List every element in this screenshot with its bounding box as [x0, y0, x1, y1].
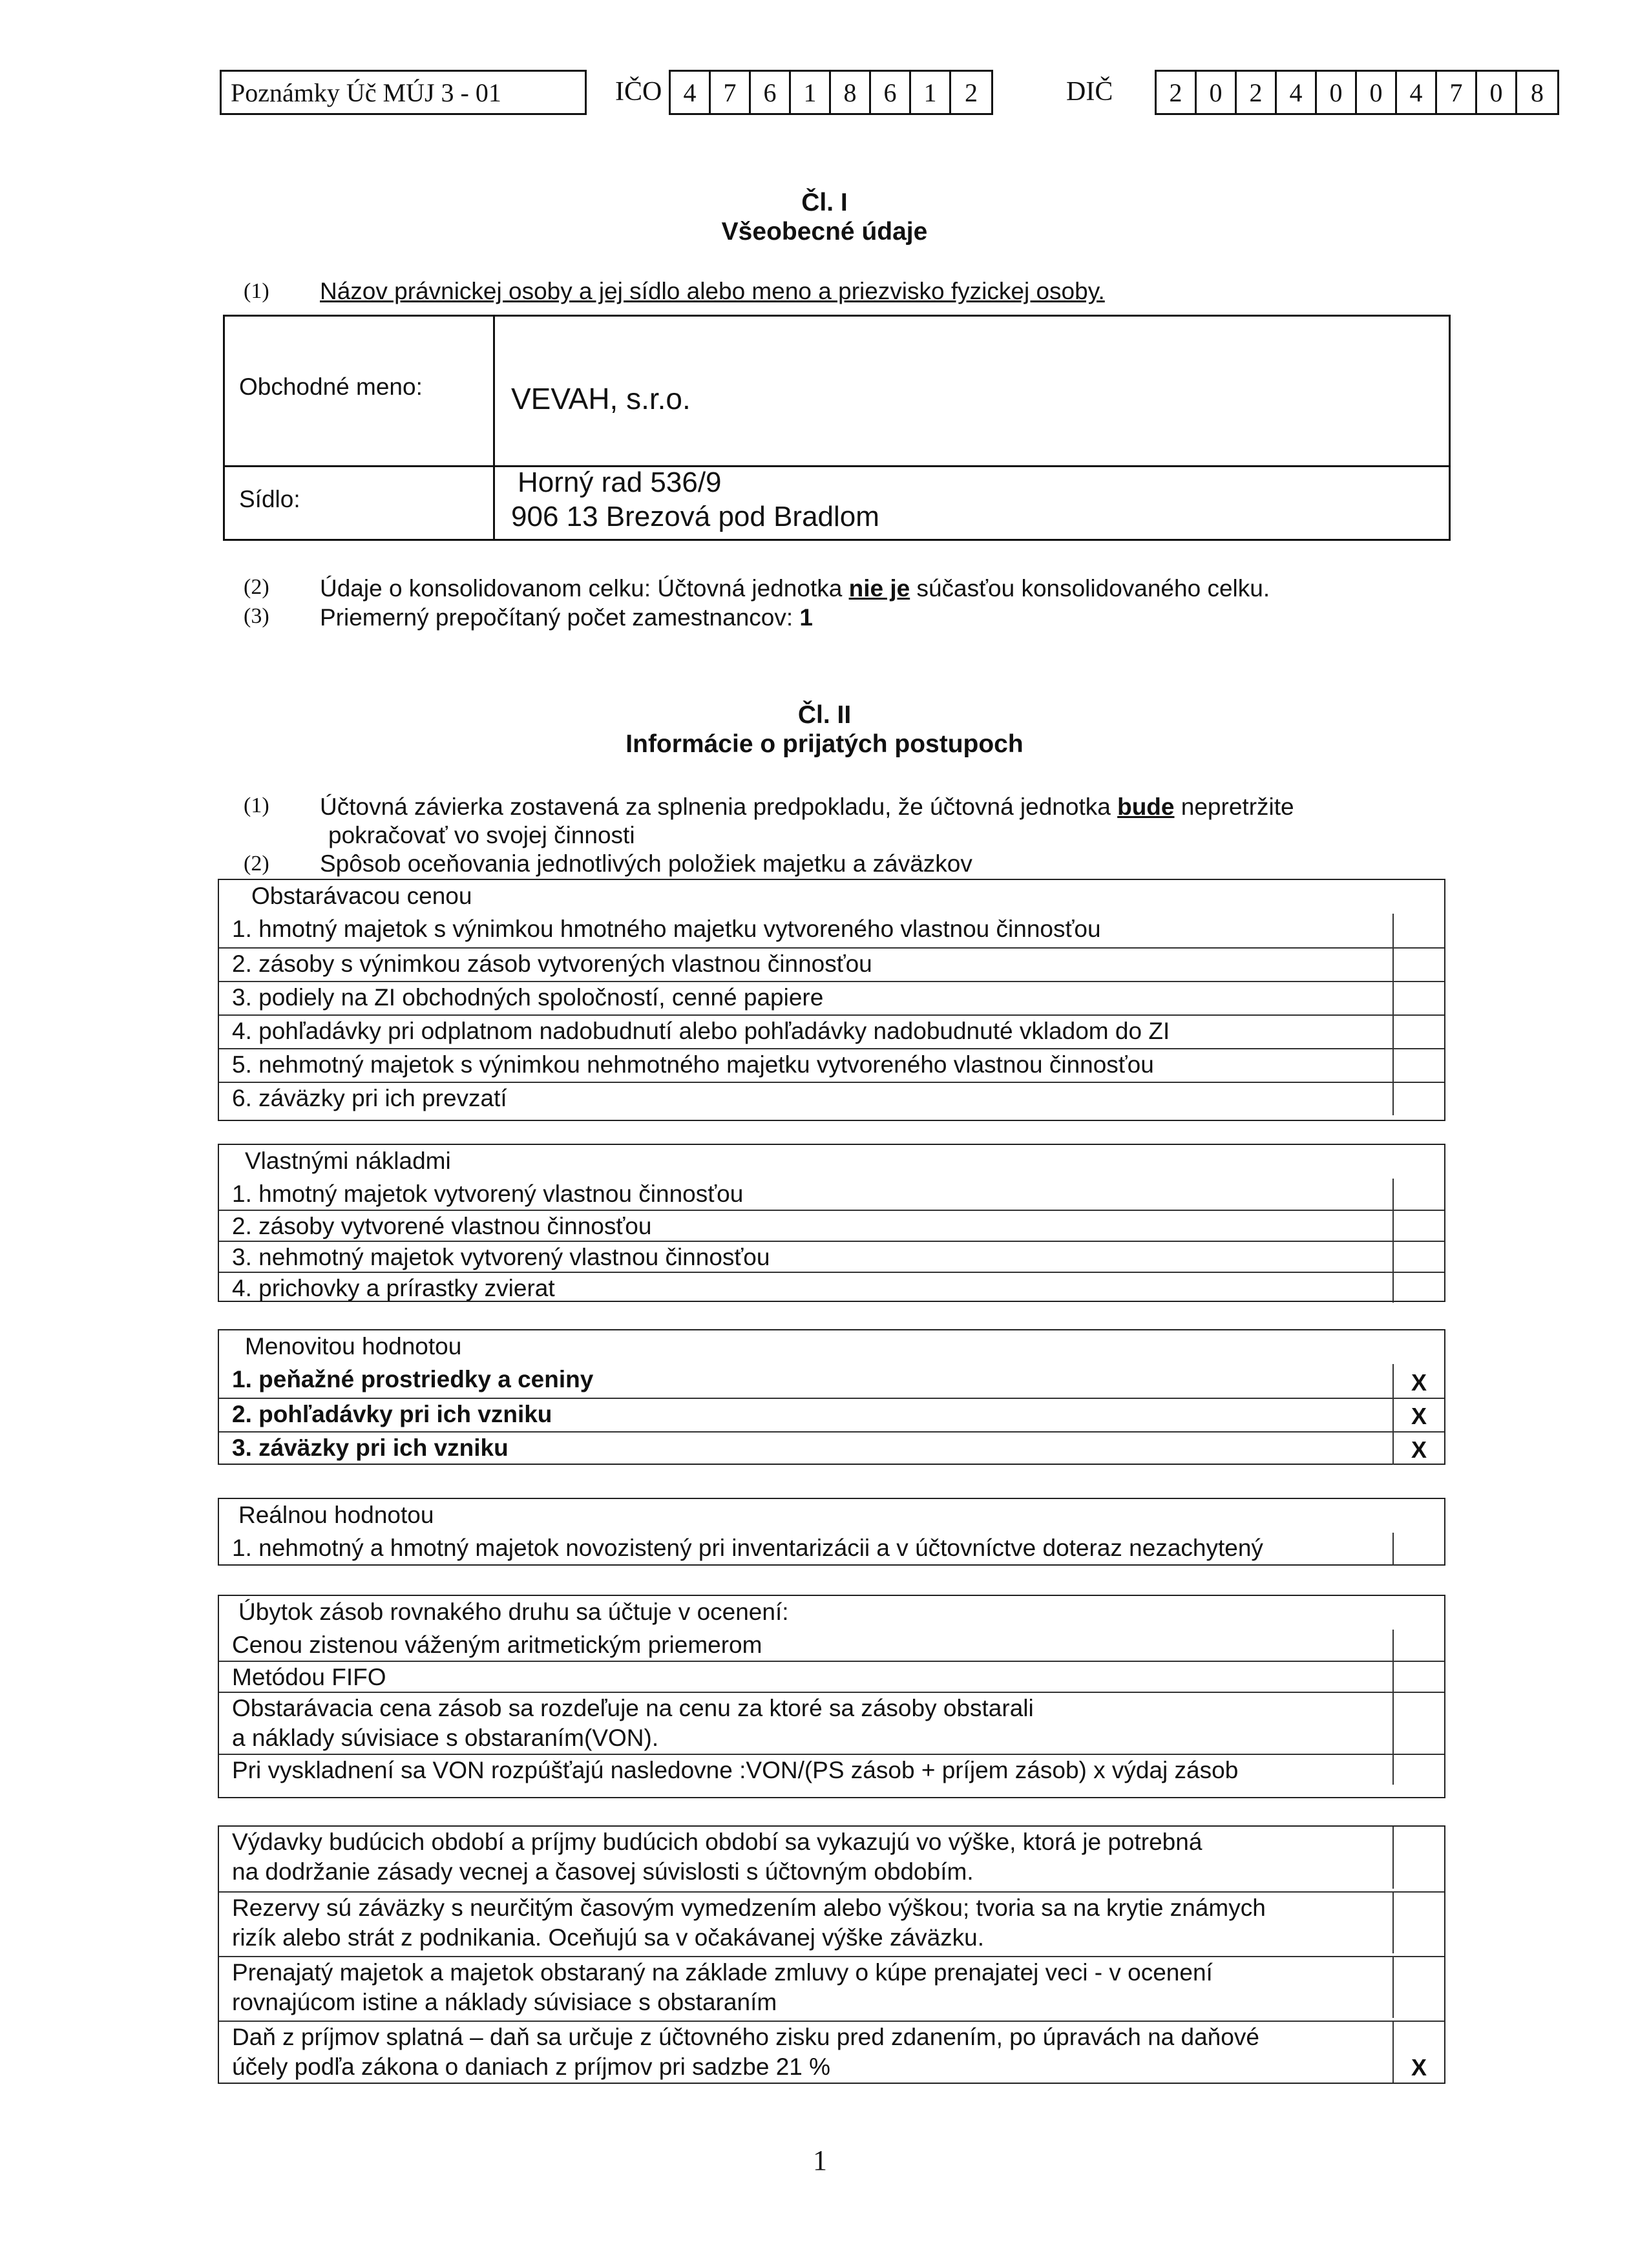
table-row	[219, 1431, 1444, 1465]
table-row	[219, 1082, 1444, 1115]
row-text-line2: a náklady súvisiace s obstaraním(VON).	[232, 1725, 659, 1751]
dic-digit: 2	[1237, 72, 1277, 113]
ubytok-heading: Úbytok zásob rovnakého druhu sa účtuje v ocenení:	[238, 1599, 789, 1625]
s1-item3-label: Priemerný prepočítaný počet zamestnancov:	[320, 604, 800, 631]
row-text-line2: rizík alebo strát z podnikania. Oceňujú sa v očakávanej výške záväzku.	[232, 1924, 985, 1951]
form-label: Poznámky Úč MÚJ 3 - 01	[231, 78, 501, 107]
row-text: Daň z príjmov splatná – daň sa určuje z účtovného zisku pred zdanením, po úpravách na daňové	[232, 2024, 1259, 2050]
menovitou-box	[218, 1329, 1445, 1465]
row-checkbox	[1392, 1630, 1444, 1661]
identity-table	[223, 315, 1451, 541]
row-text: 3. nehmotný majetok vytvorený vlastnou činnosťou	[232, 1244, 770, 1270]
row-checkbox: X	[1392, 1433, 1444, 1465]
table-row	[219, 1210, 1444, 1241]
row-text: 1. hmotný majetok vytvorený vlastnou činnosťou	[232, 1181, 744, 1207]
row-text: 6. záväzky pri ich prevzatí	[232, 1085, 507, 1111]
dic-digit: 0	[1357, 72, 1397, 113]
ostatne-box	[218, 1825, 1445, 2084]
ico-label: IČO	[615, 77, 662, 107]
table-row	[219, 947, 1444, 981]
page-number: 1	[813, 2145, 827, 2176]
row-checkbox	[1392, 914, 1444, 947]
name-label: Obchodné meno:	[239, 373, 423, 400]
row-text: 1. peňažné prostriedky a ceniny	[232, 1366, 594, 1392]
s1-item3-num: (3)	[244, 604, 269, 628]
dic-digit: 8	[1531, 78, 1544, 107]
table-row	[219, 1241, 1444, 1272]
menovitou-heading: Menovitou hodnotou	[245, 1333, 462, 1360]
row-checkbox	[1392, 1083, 1444, 1115]
s2-item1-emph: bude	[1117, 793, 1175, 820]
table-row	[219, 914, 1444, 947]
row-checkbox	[1392, 1533, 1444, 1565]
dic-label: DIČ	[1066, 77, 1113, 107]
seat-line1: Horný rad 536/9	[518, 467, 722, 498]
row-text: 2. zásoby s výnimkou zásob vytvorených vlastnou činnosťou	[232, 950, 872, 977]
ico-digit: 4	[671, 72, 711, 113]
table-row	[219, 1398, 1444, 1431]
row-text: 3. podiely na ZI obchodných spoločností, cenné papiere	[232, 984, 824, 1011]
dic-digit: 0	[1197, 72, 1237, 113]
table-row	[219, 1179, 1444, 1210]
section1-title: Všeobecné údaje	[721, 218, 928, 246]
s2-item2-num: (2)	[244, 852, 269, 876]
dic-digits	[1155, 70, 1559, 115]
row-checkbox	[1392, 1049, 1444, 1082]
s2-item1-pre: Účtovná závierka zostavená za splnenia predpokladu, že účtovná jednotka	[320, 793, 1118, 820]
row-text: 4. prichovky a prírastky zvierat	[232, 1275, 555, 1301]
s2-item1-post: nepretržite	[1174, 793, 1294, 820]
s1-item2-text	[320, 575, 1270, 602]
s2-item1-text	[320, 793, 1294, 821]
row-text: 5. nehmotný majetok s výnimkou nehmotného majetku vytvoreného vlastnou činnosťou	[232, 1051, 1154, 1078]
row-text: Pri vyskladnení sa VON rozpúšťajú nasledovne :VON/(PS zásob + príjem zásob) x výdaj zásob	[232, 1757, 1239, 1783]
table-row	[219, 1827, 1444, 1889]
row-text-line2: účely podľa zákona o daniach z príjmov pri sadzbe 21 %	[232, 2053, 831, 2080]
table-row	[219, 1692, 1444, 1754]
row-text: Cenou zistenou váženým aritmetickým priemerom	[232, 1632, 762, 1658]
ico-digit: 1	[791, 72, 831, 113]
obstaravacou-heading: Obstarávacou cenou	[251, 883, 472, 909]
seat-label: Sídlo:	[239, 486, 300, 512]
row-checkbox	[1392, 949, 1444, 981]
row-text: 3. záväzky pri ich vzniku	[232, 1434, 509, 1461]
dic-digit: 7	[1437, 72, 1477, 113]
table-row	[219, 1630, 1444, 1661]
s2-item2-text: Spôsob oceňovania jednotlivých položiek majetku a záväzkov	[320, 850, 972, 877]
row-text: 4. pohľadávky pri odplatnom nadobudnutí alebo pohľadávky nadobudnuté vkladom do ZI	[232, 1018, 1170, 1044]
row-text: 1. nehmotný a hmotný majetok novozistený pri inventarizácii a v účtovníctve doteraz nezachytený	[232, 1535, 1263, 1561]
table-row	[219, 1956, 1444, 2018]
name-value: VEVAH, s.r.o.	[511, 382, 691, 415]
row-text: 2. zásoby vytvorené vlastnou činnosťou	[232, 1213, 652, 1239]
s1-item2-post: súčasťou konsolidovaného celku.	[910, 575, 1270, 602]
dic-digit: 4	[1397, 72, 1437, 113]
section2-number: Čl. II	[797, 701, 852, 729]
s1-item1-num: (1)	[244, 279, 269, 303]
row-checkbox	[1392, 1179, 1444, 1210]
s2-item1-line2: pokračovať vo svojej činnosti	[328, 822, 635, 848]
row-checkbox	[1392, 1662, 1444, 1692]
ubytok-box	[218, 1595, 1445, 1798]
s1-item2-pre: Údaje o konsolidovanom celku: Účtovná jednotka	[320, 575, 849, 602]
dic-digit: 0	[1317, 72, 1357, 113]
row-text: Obstarávacia cena zásob sa rozdeľuje na cenu za ktoré sa zásoby obstarali	[232, 1695, 1034, 1721]
dic-digit: 0	[1477, 72, 1517, 113]
s1-item3-text	[320, 604, 813, 631]
table-row	[219, 1014, 1444, 1048]
table-row	[219, 1272, 1444, 1303]
row-text: Rezervy sú záväzky s neurčitým časovým vymedzením alebo výškou; tvoria sa na krytie známych	[232, 1895, 1266, 1921]
table-row	[219, 2021, 1444, 2083]
table-row	[219, 1754, 1444, 1785]
row-text: Výdavky budúcich období a príjmy budúcich období sa vykazujú vo výške, ktorá je potrebná	[232, 1829, 1203, 1855]
realnou-box	[218, 1498, 1445, 1566]
row-checkbox	[1392, 1693, 1444, 1754]
s1-item2-num: (2)	[244, 575, 269, 599]
row-text: 1. hmotný majetok s výnimkou hmotného majetku vytvoreného vlastnou činnosťou	[232, 916, 1101, 942]
section1-number: Čl. I	[801, 189, 848, 216]
table-row	[219, 1891, 1444, 1953]
row-checkbox	[1392, 1016, 1444, 1048]
row-checkbox	[1392, 982, 1444, 1014]
row-text-line2: rovnajúcom istine a náklady súvisiace s obstaraním	[232, 1989, 777, 2015]
ico-digit: 1	[911, 72, 951, 113]
row-checkbox	[1392, 1893, 1444, 1953]
row-text: Prenajatý majetok a majetok obstaraný na základe zmluvy o kúpe prenajatej veci - v ocenení	[232, 1959, 1213, 1986]
section2-title: Informácie o prijatých postupoch	[625, 730, 1024, 758]
dic-digit: 2	[1157, 72, 1197, 113]
ico-digit: 8	[831, 72, 871, 113]
row-checkbox: X	[1392, 2022, 1444, 2083]
row-checkbox	[1392, 1211, 1444, 1241]
seat-line2: 906 13 Brezová pod Bradlom	[511, 501, 879, 532]
s1-item3-value: 1	[799, 604, 813, 631]
row-text-line2: na dodržanie zásady vecnej a časovej súvislosti s účtovným obdobím.	[232, 1858, 974, 1885]
row-text: 2. pohľadávky pri ich vzniku	[232, 1401, 552, 1427]
table-row	[219, 1364, 1444, 1398]
form-label-box	[220, 70, 587, 115]
row-checkbox	[1392, 1827, 1444, 1889]
s2-item1-num: (1)	[244, 793, 269, 817]
s1-item1-text: Názov právnickej osoby a jej sídlo alebo meno a priezvisko fyzickej osoby.	[320, 278, 1105, 304]
ico-digits	[669, 70, 993, 115]
realnou-heading: Reálnou hodnotou	[238, 1502, 434, 1528]
row-checkbox	[1392, 1957, 1444, 2018]
table-row	[219, 1048, 1444, 1082]
table-row	[219, 981, 1444, 1014]
row-checkbox	[1392, 1273, 1444, 1303]
vlastnymi-heading: Vlastnými nákladmi	[245, 1148, 451, 1174]
row-text: Metódou FIFO	[232, 1664, 386, 1690]
ico-digit: 6	[751, 72, 791, 113]
row-checkbox	[1392, 1755, 1444, 1785]
table-row	[219, 1661, 1444, 1692]
row-checkbox: X	[1392, 1364, 1444, 1398]
table-row	[219, 1533, 1444, 1565]
ico-digit: 2	[965, 78, 978, 107]
dic-digit: 4	[1277, 72, 1317, 113]
s1-item2-emph: nie je	[848, 575, 910, 602]
ico-digit: 7	[711, 72, 751, 113]
row-checkbox: X	[1392, 1399, 1444, 1431]
vlastnymi-box	[218, 1144, 1445, 1302]
row-checkbox	[1392, 1242, 1444, 1272]
ico-digit: 6	[871, 72, 911, 113]
obstaravacou-box	[218, 879, 1445, 1121]
